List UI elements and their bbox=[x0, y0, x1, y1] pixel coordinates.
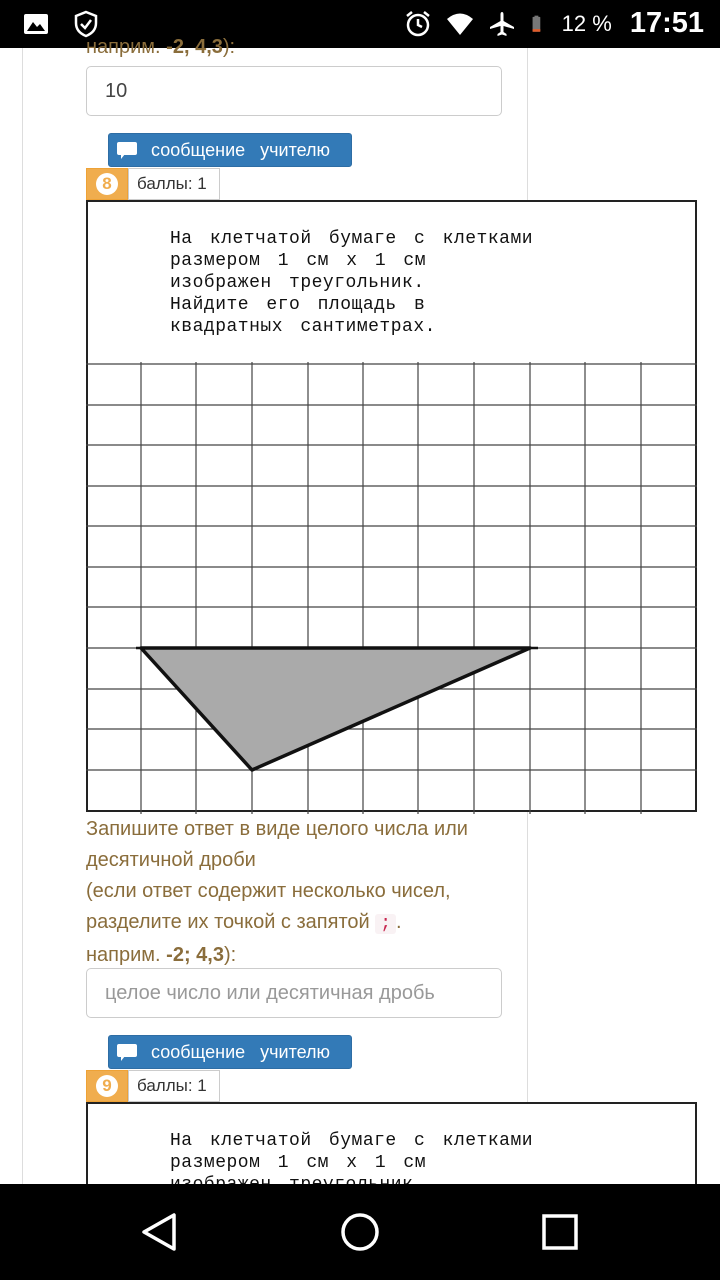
example-prefix: наприм. bbox=[86, 36, 161, 58]
alarm-icon bbox=[404, 10, 432, 38]
message-teacher-button[interactable] bbox=[108, 1035, 352, 1069]
grid-lines bbox=[86, 362, 697, 814]
wifi-icon bbox=[446, 10, 474, 38]
answer-input[interactable]: целое число или десятичная дробь bbox=[86, 968, 502, 1018]
separator-code: ; bbox=[375, 914, 396, 934]
task-text: На клетчатой бумаге с клетками размером 1 см х 1 см изображен треугольник. Найдите его площадь в квадратных сантиметрах. bbox=[170, 229, 534, 337]
example-suffix: ): bbox=[223, 944, 237, 966]
example-value: -2; 4,3 bbox=[166, 944, 224, 966]
recent-apps-icon[interactable] bbox=[538, 1210, 582, 1254]
instruction-line-2 bbox=[86, 876, 526, 940]
comment-icon bbox=[117, 1044, 137, 1061]
example-suffix: ): bbox=[222, 36, 236, 58]
back-icon[interactable] bbox=[138, 1210, 182, 1254]
triangle-shape bbox=[141, 648, 530, 770]
clock: 17:51 bbox=[629, 7, 704, 39]
battery-icon bbox=[530, 10, 548, 38]
home-icon[interactable] bbox=[338, 1210, 382, 1254]
question-number-badge bbox=[86, 168, 128, 200]
battery-percent: 12 % bbox=[561, 10, 612, 36]
instruction-line-2-end: . bbox=[396, 911, 402, 933]
navigation-bar bbox=[0, 1184, 720, 1280]
task-image bbox=[86, 200, 697, 812]
left-rail-divider bbox=[22, 48, 23, 1184]
message-teacher-label: сообщение учителю bbox=[151, 139, 331, 160]
comment-icon bbox=[117, 142, 137, 159]
airplane-icon bbox=[488, 10, 516, 38]
task-text: На клетчатой бумаге с клетками размером 1 см х 1 см bbox=[170, 1131, 534, 1173]
image-icon bbox=[22, 10, 50, 38]
previous-answer-input[interactable]: 10 bbox=[86, 66, 502, 116]
question-number-badge bbox=[86, 1070, 128, 1102]
previous-example-hint bbox=[86, 36, 235, 59]
question-number: 8 bbox=[96, 173, 118, 195]
example-prefix: наприм. bbox=[86, 944, 161, 966]
question-number: 9 bbox=[96, 1075, 118, 1097]
question-points: баллы: 1 bbox=[128, 168, 220, 200]
message-teacher-label: сообщение учителю bbox=[151, 1041, 331, 1062]
shield-check-icon bbox=[72, 10, 100, 38]
page-content[interactable] bbox=[0, 36, 720, 1184]
instruction-line-1: Запишите ответ в виде целого числа или десятичной дроби bbox=[86, 818, 468, 871]
example-value: -2, 4,3 bbox=[166, 36, 223, 58]
answer-instructions bbox=[86, 814, 526, 971]
question-points: баллы: 1 bbox=[128, 1070, 220, 1102]
message-teacher-button[interactable] bbox=[108, 133, 352, 167]
grid-figure bbox=[86, 362, 697, 814]
instruction-line-2-text: (если ответ содержит несколько чисел, разделите их точкой с запятой bbox=[86, 880, 451, 933]
example-hint bbox=[86, 940, 526, 971]
